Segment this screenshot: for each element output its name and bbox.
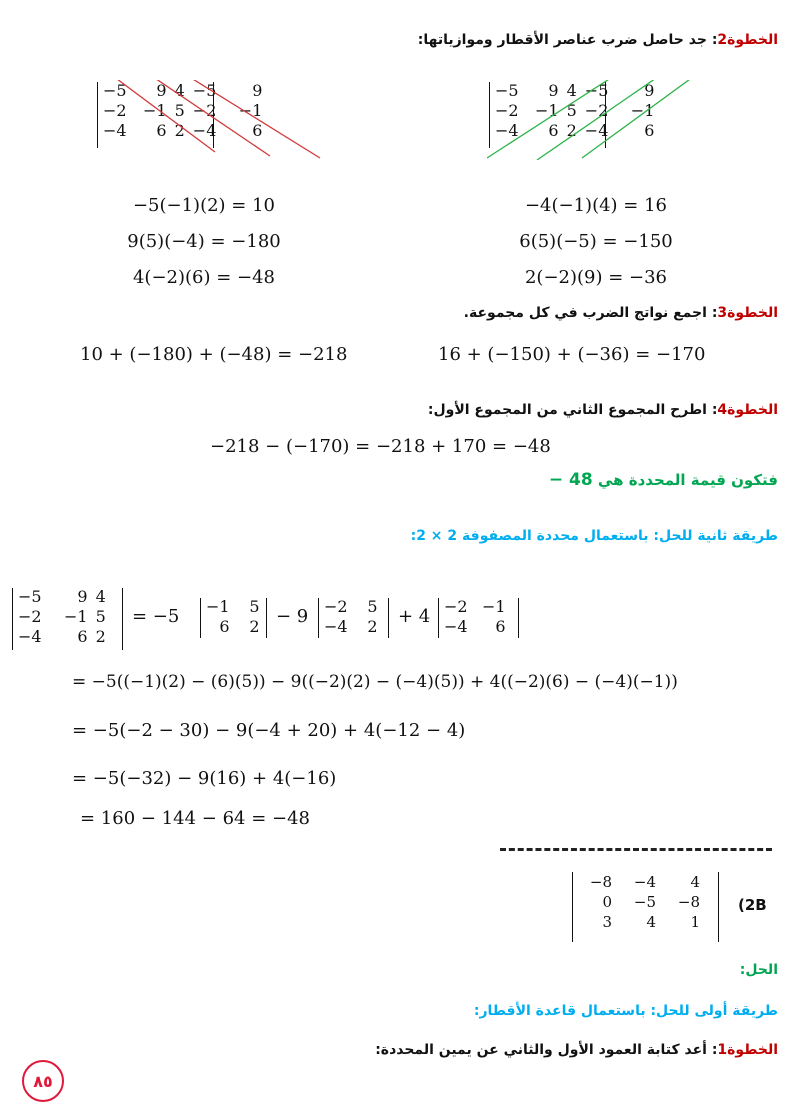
matrix-cell: 0 [602,893,612,911]
matrix-cell: 6 [495,616,506,636]
step4-text: : اطرح المجموع الثاني من المجموع الأول: [427,402,718,418]
matrix-cell: −1 [482,596,506,616]
matrix-cell: −1 [143,100,167,120]
matrix-cell: −5 [495,80,519,100]
matrix-cell: 6 [156,120,167,140]
sum-right: 16 + (−150) + (−36) = −170 [438,344,706,365]
matrix-cell: −4 [103,120,127,140]
matrix-cell: 3 [602,913,612,931]
result-value: 48 − [548,470,593,490]
step3-text: : اجمع نواتج الضرب في كل مجموعة. [463,305,718,321]
problem-2b [570,868,790,948]
matrix-cell: 9 [548,80,559,100]
matrix-row [580,912,704,932]
matrix-cell: 5 [174,100,185,120]
matrix-cell: 9 [77,586,88,606]
matrix-cell: 9 [156,80,167,100]
matrix-cell: 4 [690,873,700,891]
matrix-cell: 6 [644,120,655,140]
matrix-cell: 6 [77,626,88,646]
matrix-cell: −4 [584,120,609,140]
left-augmented-matrix [95,80,325,160]
matrix-cell: 5 [566,100,577,120]
matrix-cell: 4 [174,80,185,100]
matrix-cell: 2 [566,120,577,140]
matrix-row [14,606,110,626]
matrix-cell: −2 [324,596,348,616]
method2-heading [411,528,778,544]
expansion-op2: + 4 [398,606,431,627]
step4-label: الخطوة4 [717,402,778,418]
minor-3 [438,596,522,642]
left-products [114,188,294,296]
matrix-cell: −1 [64,606,88,626]
matrix-row [14,586,110,606]
step2-text: : جد حاصل ضرب عناصر الأقطار وموازياتها: [417,32,718,48]
matrix-cell: 9 [644,80,655,100]
matrix-cell: 4 [95,586,106,606]
matrix-cell: 5 [367,596,378,616]
matrix-cell: −2 [584,100,609,120]
expansion-line-3: = −5(−32) − 9(16) + 4(−16) [72,768,337,789]
matrix-cell: −5 [103,80,127,100]
separator-dashed [500,848,772,851]
matrix-cell: −1 [630,100,655,120]
problem-label: (2B [738,896,767,914]
step2-heading [418,32,778,48]
matrix-cell: −5 [633,893,656,911]
method2-text: طريقة ثانية للحل: باستعمال محددة المصفوفة [462,528,778,544]
matrix-cell: −5 [584,80,609,100]
matrix-cell: 6 [548,120,559,140]
matrix-cell: 2 [95,626,106,646]
matrix-cell: −4 [324,616,348,636]
step4-heading [428,402,778,418]
matrix-cell: −4 [633,873,656,891]
matrix-cell: −1 [238,100,263,120]
matrix-cell: −5 [192,80,217,100]
step1-label: الخطوة1 [717,1042,778,1058]
step3-heading [464,305,778,321]
matrix-cell: 6 [219,616,230,636]
matrix-cell: −2 [18,606,42,626]
minor-2 [318,596,392,642]
matrix-cell: −1 [535,100,559,120]
step1-heading [375,1042,778,1058]
expansion-line-4: = 160 − 144 − 64 = −48 [80,808,310,829]
matrix-cell: 6 [252,120,263,140]
matrix-cell: 2 [367,616,378,636]
matrix-cell: 2 [249,616,260,636]
product-line: −5(−1)(2) = 10 [132,195,276,216]
page-number-badge [22,1060,64,1102]
product-line: 6(5)(−5) = −150 [519,231,673,252]
result-prefix: فتكون قيمة المحددة هي [597,471,778,489]
expansion-eq: = −5 [132,606,180,627]
matrix-cell: 9 [252,80,263,100]
right-augmented-matrix [487,80,717,160]
matrix-cell: 5 [95,606,106,626]
matrix-cell: −2 [192,100,217,120]
matrix-cell: −8 [589,873,612,891]
cofactor-expansion [10,586,530,656]
step4-equation: −218 − (−170) = −218 + 170 = −48 [210,436,551,457]
matrix-row [14,626,110,646]
matrix-cell: −4 [495,120,519,140]
matrix-cell: −1 [206,596,230,616]
sum-left: 10 + (−180) + (−48) = −218 [80,344,348,365]
matrix-cell: 4 [566,80,577,100]
product-line: −4(−1)(4) = 16 [524,195,668,216]
step2-label: الخطوة2 [717,32,778,48]
matrix-cell: 2 [174,120,185,140]
expansion-op1: − 9 [276,606,309,627]
expansion-line-2: = −5(−2 − 30) − 9(−4 + 20) + 4(−12 − 4) [72,720,466,741]
matrix-cell: −2 [103,100,127,120]
method2-suffix: 2 × 2: [410,528,458,544]
product-line: 4(−2)(6) = −48 [132,267,276,288]
method1-heading: طريقة أولى للحل: باستعمال قاعدة الأقطار: [473,1003,778,1019]
matrix-cell: −5 [18,586,42,606]
right-products [506,188,686,296]
solution-label: الحل: [739,962,778,978]
green-diagonals [487,80,717,160]
matrix-cell: −2 [444,596,468,616]
step1-text: : أعد كتابة العمود الأول والثاني عن يمين المحددة: [375,1042,718,1058]
product-line: 9(5)(−4) = −180 [127,231,281,252]
minor-1 [200,596,270,642]
matrix-cell: −4 [444,616,468,636]
matrix-row [580,892,704,912]
matrix-cell: −4 [192,120,217,140]
matrix-cell: −8 [677,893,700,911]
matrix-cell: 4 [646,913,656,931]
step3-label: الخطوة3 [717,305,778,321]
matrix-cell: 5 [249,596,260,616]
matrix-cell: 1 [690,913,700,931]
red-diagonals [95,80,325,160]
matrix-cell: −2 [495,100,519,120]
result-line [549,470,778,490]
page-number: ٨٥ [33,1071,53,1091]
matrix-row [580,872,704,892]
expansion-line-1: = −5((−1)(2) − (6)(5)) − 9((−2)(2) − (−4)(5)) + 4((−2)(6) − (−4)(−1)) [72,672,678,692]
matrix-cell: −4 [18,626,42,646]
product-line: 2(−2)(9) = −36 [524,267,668,288]
